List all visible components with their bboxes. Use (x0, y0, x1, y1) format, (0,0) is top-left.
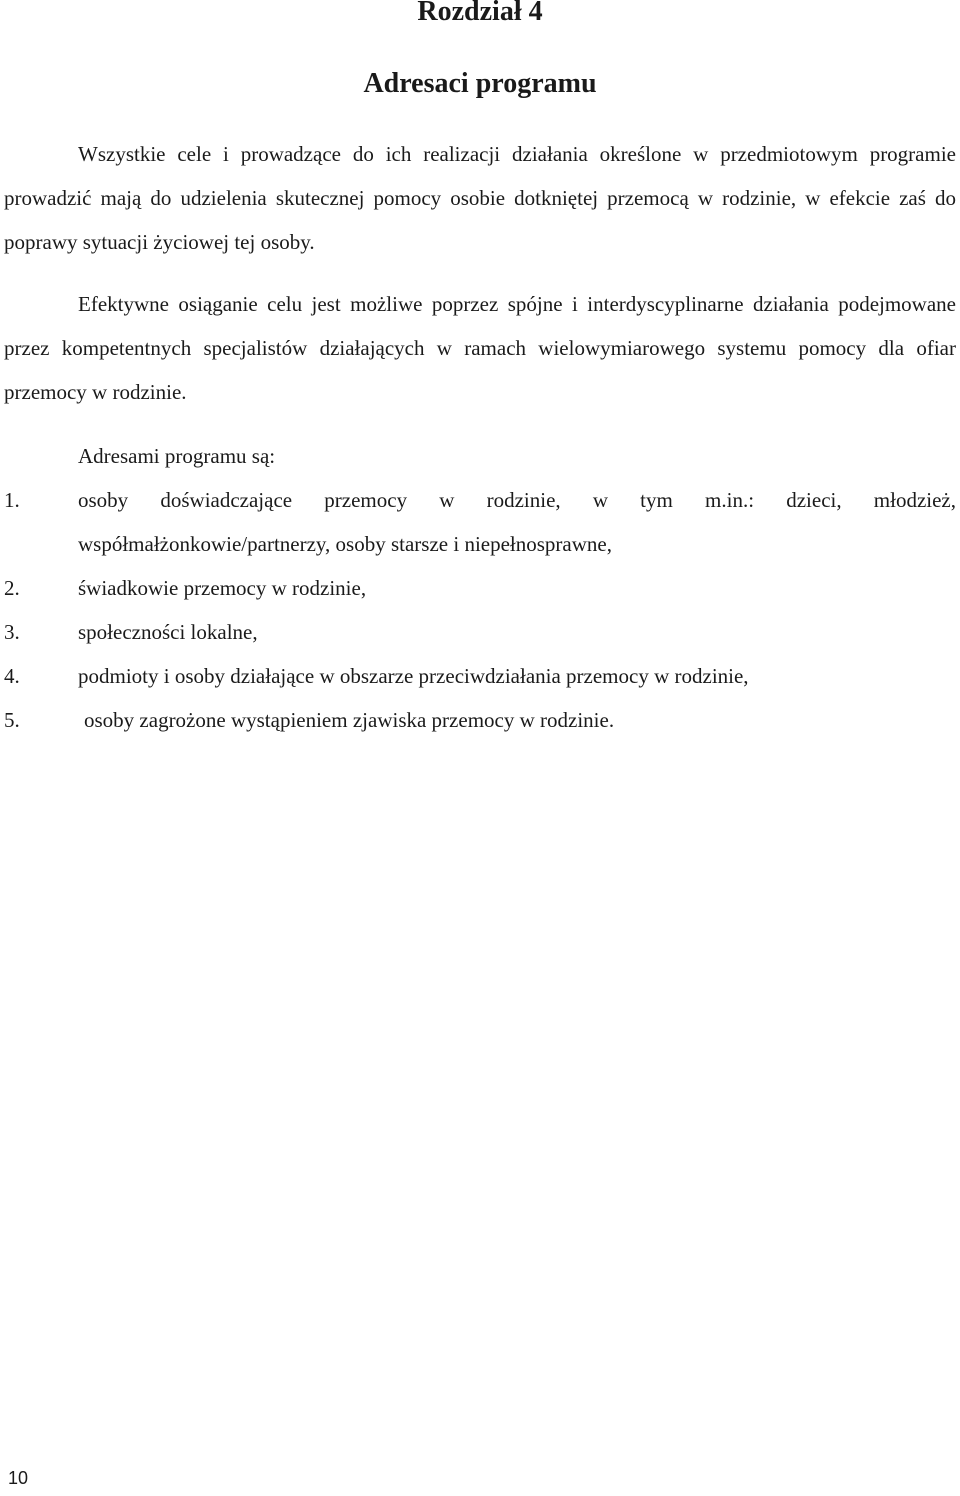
chapter-heading: Rozdział 4 (417, 0, 543, 27)
list-item-number: 1. (4, 488, 20, 512)
list-item (4, 654, 956, 698)
list-item-number: 3. (4, 620, 20, 644)
paragraph-goals: Wszystkie cele i prowadzące do ich realizacji działania określone w przedmiotowym programie prowadzić mają do udzielenia skutecznej pomocy osobie dotkniętej przemocą w rodzinie, w efekcie zaś do poprawy sytuacji życiowej tej osoby. (4, 142, 956, 254)
list-item-text: podmioty i osoby działające w obszarze przeciwdziałania przemocy w rodzinie, (78, 664, 749, 688)
list-item-text: osoby doświadczające przemocy w rodzinie, w tym m.in.: dzieci, młodzież, współmałżonkowie/partnerzy, osoby starsze i niepełnosprawne, (78, 488, 956, 556)
list-item (4, 610, 956, 654)
section-title: Adresaci programu (363, 68, 597, 99)
list-item-number: 2. (4, 576, 20, 600)
list-item-number: 5. (4, 708, 20, 732)
paragraph-effectiveness: Efektywne osiąganie celu jest możliwe poprzez spójne i interdyscyplinarne działania podejmowane przez kompetentnych specjalistów działających w ramach wielowymiarowego systemu pomocy dla ofiar przemocy w rodzinie. (4, 292, 956, 404)
addressees-lead: Adresami programu są: (78, 444, 276, 468)
list-item-text: społeczności lokalne, (78, 620, 258, 644)
page-number: 10 (8, 1468, 29, 1488)
list-item-text: osoby zagrożone wystąpieniem zjawiska przemocy w rodzinie. (84, 708, 615, 732)
list-item (4, 478, 956, 566)
addressees-list (4, 478, 956, 742)
list-item-number: 4. (4, 664, 20, 688)
list-item-text: świadkowie przemocy w rodzinie, (78, 576, 367, 600)
list-item (4, 566, 956, 610)
list-item (4, 698, 956, 742)
